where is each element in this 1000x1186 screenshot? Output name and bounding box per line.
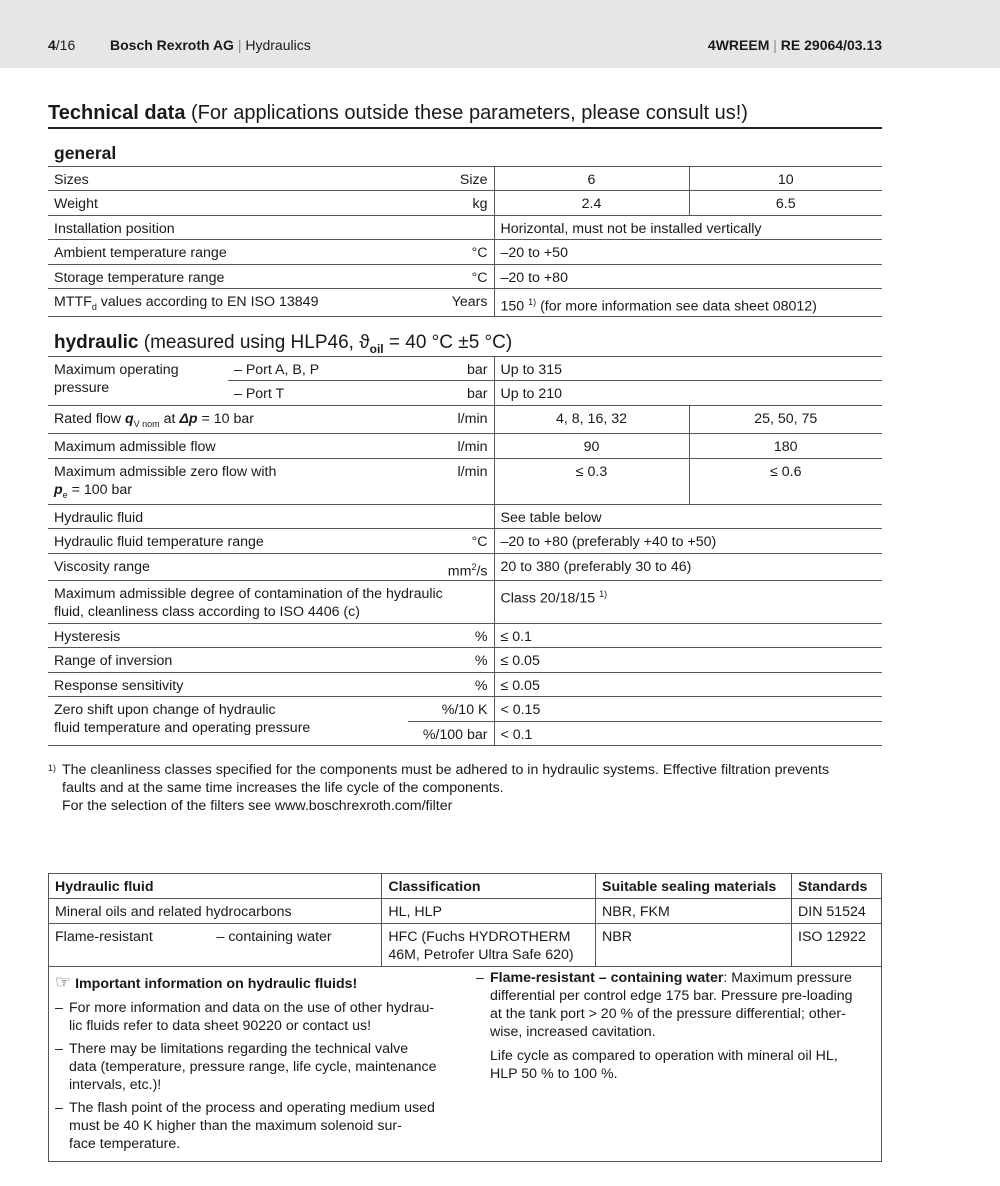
hydraulic-table [48, 356, 882, 746]
list-item: – Flame-resistant – containing water: Maximum pressure differential per control edge 175 bar. Pressure pre-loading at the tank port > 20 % of the pressure differential; other- wise, increased cavitation. [476, 969, 881, 1041]
table-row: Weight kg 2.4 6.5 [48, 191, 882, 216]
table-row: Installation position Horizontal, must not be installed vertically [48, 216, 882, 240]
table-row: Hydraulic fluid See table below [48, 504, 882, 528]
table-row: Maximum admissible degree of contamination of the hydraulic fluid, cleanliness class according to ISO 4406 (c) Class 20/18/15 $^{1)}$ [48, 581, 882, 624]
page-title: Technical data (For applications outside these parameters, please consult us!) [48, 102, 882, 129]
table-row: Mineral oils and related hydrocarbons HL, HLP NBR, FKM DIN 51524 [49, 899, 882, 924]
hydraulic-fluids-table [48, 873, 882, 967]
footnote: 1) The cleanliness classes specified for the components must be adhered to in hydraulic systems. Effective filtration prevents faults and at the same time increases the life cycle of the components. For the selection of the filters see www.boschrexroth.com/filter [48, 762, 830, 814]
table-row: Response sensitivity % ≤ 0.05 [48, 673, 882, 697]
page-number: 4/16 [48, 37, 76, 53]
general-heading: general [54, 143, 117, 163]
fluid-info-box [48, 966, 882, 1162]
table-row: Maximum admissible zero flow with l/min $p_e = 100$ bar ≤ 0.3 ≤ 0.6 [48, 458, 882, 504]
table-row: $MTTF_d$ values according to EN ISO 13849 Years 150 $^{1)}$ (for more information see data sheet 08012) [48, 289, 882, 317]
table-row: Flame-resistant – containing water HFC (Fuchs HYDROTHERM 46M, Petrofer Ultra Safe 620) NBR ISO 12922 [49, 924, 882, 967]
info-left-column [55, 973, 465, 1158]
table-row: Hysteresis % ≤ 0.1 [48, 624, 882, 648]
list-item: – The flash point of the process and operating medium used must be 40 K higher than the maximum solenoid sur- face temperature. [55, 1099, 465, 1153]
header-company: Bosch Rexroth AG | Hydraulics [110, 37, 311, 53]
table-row: Storage temperature range °C –20 to +80 [48, 265, 882, 289]
table-row: – Port T bar Up to 210 [48, 381, 882, 406]
pointing-hand-icon: ☞ [55, 972, 72, 992]
table-row: %/100 bar < 0.1 [48, 722, 882, 746]
general-table [48, 166, 882, 317]
table-row: Sizes Size 6 10 [48, 167, 882, 191]
list-item: – For more information and data on the use of other hydrau- lic fluids refer to data sheet 90220 or contact us! [55, 999, 465, 1035]
list-item: – There may be limitations regarding the technical valve data (temperature, pressure range, life cycle, maintenance intervals, etc.)! [55, 1040, 465, 1094]
page-header [0, 0, 1000, 68]
table-row: Maximum admissible flow l/min 90 180 [48, 433, 882, 458]
table-header-row: Hydraulic fluid Classification Suitable sealing materials Standards [49, 874, 882, 899]
table-row: Viscosity range $mm^2/s$ 20 to 380 (preferably 30 to 46) [48, 553, 882, 581]
table-row: Maximum operating pressure – Port A, B, P bar Up to 315 [48, 357, 882, 381]
table-row: Rated flow $q_{V nom}$ at Δp = 10 bar l/min 4, 8, 16, 32 25, 50, 75 [48, 406, 882, 434]
table-row: Hydraulic fluid temperature range °C –20 to +80 (preferably +40 to +50) [48, 528, 882, 553]
table-row: Ambient temperature range °C –20 to +50 [48, 240, 882, 265]
info-paragraph: Life cycle as compared to operation with mineral oil HL, HLP 50 % to 100 %. [490, 1048, 838, 1082]
info-right-column [476, 969, 881, 1083]
table-row: Zero shift upon change of hydraulic fluid temperature and operating pressure %/10 K < 0.15 [48, 697, 882, 722]
hydraulic-heading: hydraulic (measured using HLP46, $ϑ_{oil} = 40$ °C ±5 °C) [54, 332, 513, 356]
header-docref: 4WREEM | RE 29064/03.13 [707, 37, 882, 53]
table-row: Range of inversion % ≤ 0.05 [48, 648, 882, 673]
info-title: Important information on hydraulic fluids! [75, 976, 358, 992]
